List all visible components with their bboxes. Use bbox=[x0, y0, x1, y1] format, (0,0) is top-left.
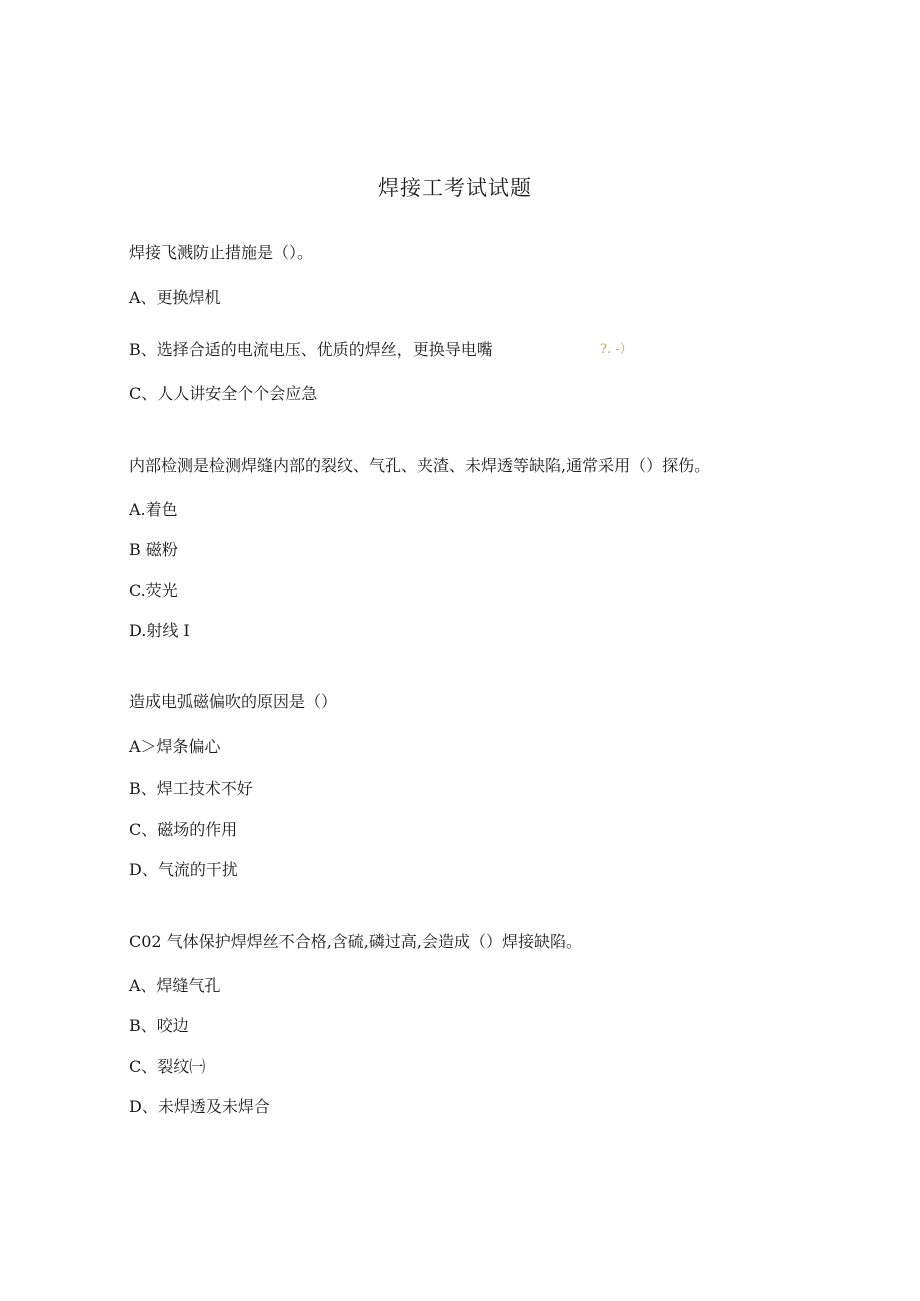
answer-option: A.着色 bbox=[129, 500, 178, 519]
page-title: 焊接工考试试题 bbox=[378, 176, 532, 200]
answer-option: C、磁场的作用 bbox=[129, 820, 238, 839]
answer-option: A、更换焊机 bbox=[129, 288, 221, 307]
answer-option: D、未焊透及未焊合 bbox=[129, 1097, 270, 1116]
question-stem: 焊接飞溅防止措施是（）。 bbox=[129, 243, 314, 262]
answer-option: B、焊工技术不好 bbox=[129, 779, 253, 798]
answer-option: A＞焊条偏心 bbox=[129, 737, 221, 756]
question-stem: 内部检测是检测焊缝内部的裂纹、气孔、夹渣、未焊透等缺陷,通常采用（）探伤。 bbox=[129, 456, 711, 475]
handwritten-annotation: ?. -） bbox=[600, 342, 633, 357]
answer-option: B 磁粉 bbox=[129, 540, 178, 559]
answer-option: D、气流的干扰 bbox=[129, 860, 238, 879]
answer-option: A、焊缝气孔 bbox=[129, 976, 221, 995]
answer-option: B、选择合适的电流电压、优质的焊丝，更换导电嘴 bbox=[129, 340, 493, 359]
answer-option: B、咬边 bbox=[129, 1016, 189, 1035]
answer-option: D.射线 I bbox=[129, 621, 190, 640]
question-stem: C02 气体保护焊焊丝不合格,含硫,磷过高,会造成（）焊接缺陷。 bbox=[129, 932, 582, 951]
answer-option: C.荧光 bbox=[129, 581, 178, 600]
question-stem: 造成电弧磁偏吹的原因是（） bbox=[129, 692, 338, 711]
answer-option: C、裂纹㈠ bbox=[129, 1057, 206, 1076]
answer-option: C、人人讲安全个个会应急 bbox=[129, 384, 318, 403]
